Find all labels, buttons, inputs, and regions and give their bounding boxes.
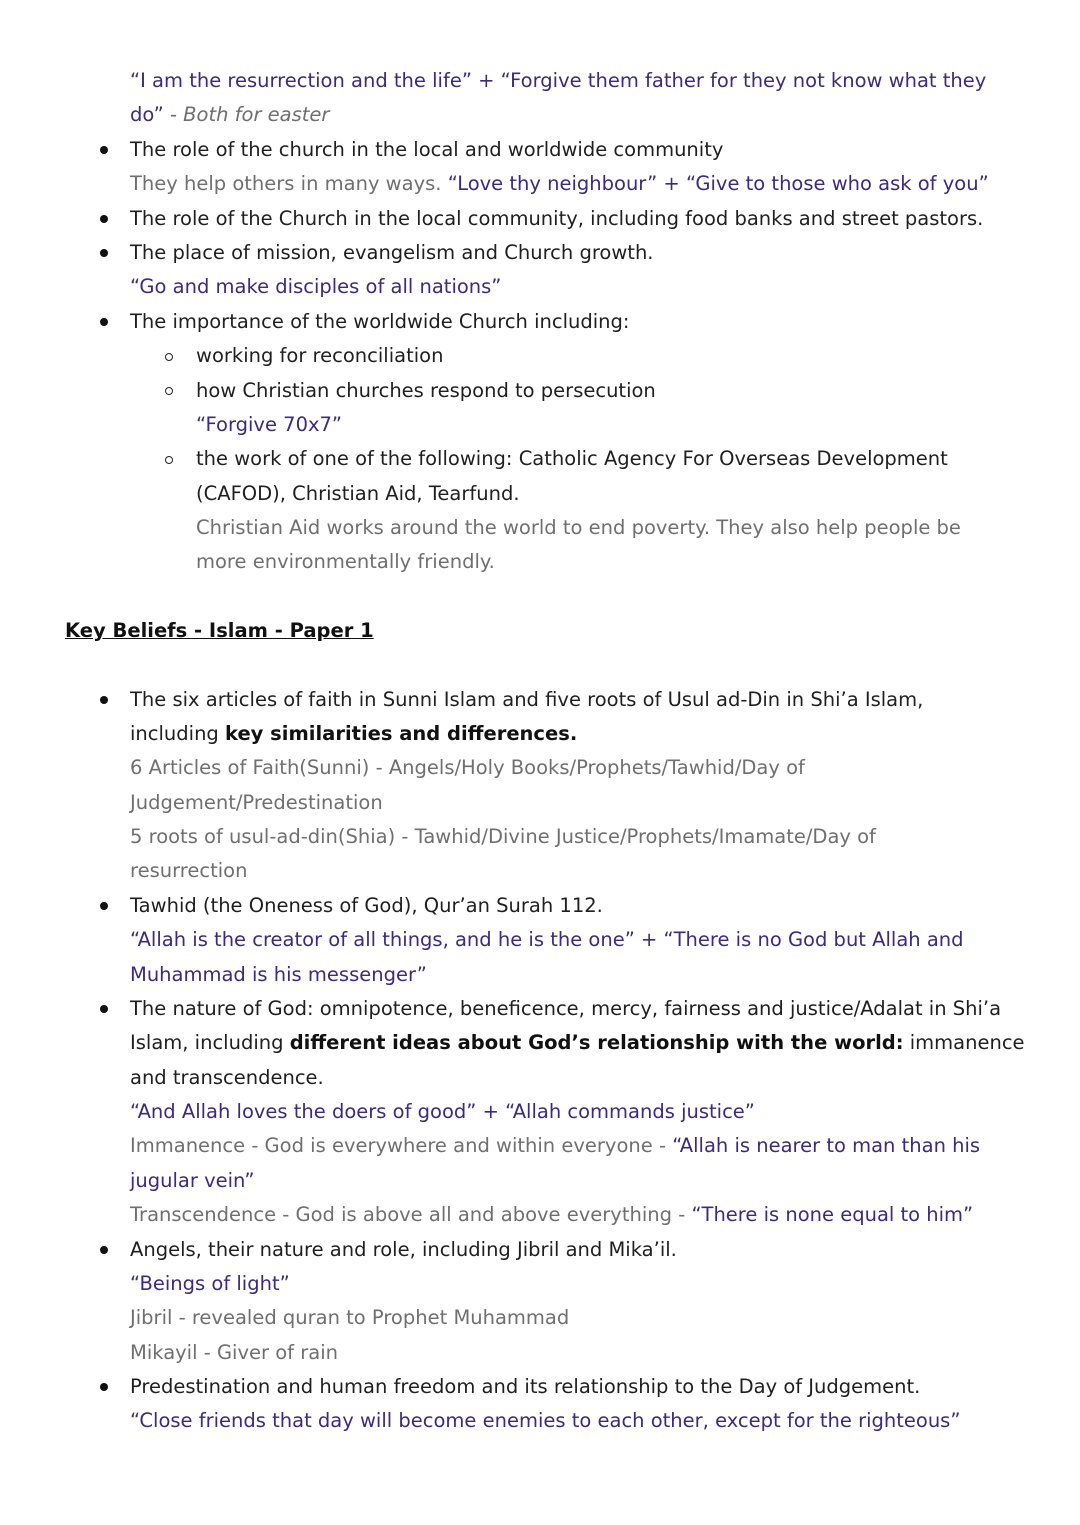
bullet [100,902,108,910]
bullet [100,1246,108,1254]
allah-quote: “And Allah loves the doers of good” + “Allah commands justice” [130,1100,755,1123]
forgive-quote: “Forgive 70x7” [196,413,343,436]
help-quote: “Love thy neighbour” + “Give to those who ask of you” [447,172,989,195]
help-note: They help others in many ways. [130,172,448,195]
sub-charity-line2: (CAFOD), Christian Aid, Tearfund. [196,482,520,505]
transcendence-line [130,1202,973,1228]
church-role-local: The role of the Church in the local community, including food banks and street pastors. [130,207,984,230]
sunni-line1: 6 Articles of Faith(Sunni) - Angels/Holy Books/Prophets/Tawhid/Day of [130,756,805,779]
immanence-line1 [130,1133,980,1159]
predestination-item: Predestination and human freedom and its relationship to the Day of Judgement. [130,1375,921,1398]
six-articles-line1: The six articles of faith in Sunni Islam and five roots of Usul ad-Din in Shi’a Islam, [130,688,924,711]
bullet [100,146,108,154]
tawhid-quote-line2: Muhammad is his messenger” [130,963,427,986]
mission-quote: “Go and make disciples of all nations” [130,275,502,298]
sub-reconciliation: working for reconciliation [196,344,444,367]
section-heading: Key Beliefs - Islam - Paper 1 [65,619,374,642]
tawhid-item: Tawhid (the Oneness of God), Qur’an Surah 112. [130,894,603,917]
mission-item: The place of mission, evangelism and Church growth. [130,241,654,264]
predestination-quote: “Close friends that day will become enemies to each other, except for the righteous” [130,1409,961,1432]
bullet [100,249,108,257]
jibril-note: Jibril - revealed quran to Prophet Muhammad [130,1306,570,1329]
bullet [100,215,108,223]
bullet [100,696,108,704]
sub-bullet [165,456,173,464]
christian-aid-line2: more environmentally friendly. [196,550,495,573]
christian-aid-line1: Christian Aid works around the world to end poverty. They also help people be [196,516,961,539]
resurrection-quote: “I am the resurrection and the life” + “Forgive them father for they not know what they [130,69,987,92]
help-line [130,171,989,197]
sunni-line2: Judgement/Predestination [130,791,383,814]
bullet [100,318,108,326]
six-articles-bold: key similarities and differences. [225,722,578,745]
worldwide-church-item: The importance of the worldwide Church including: [130,310,630,333]
sub-charity-line1: the work of one of the following: Catholic Agency For Overseas Development [196,447,948,470]
transcendence-quote: “There is none equal to him” [691,1203,974,1226]
easter-line [130,102,329,128]
nature-suffix: immanence [903,1031,1025,1054]
sub-bullet [165,387,173,395]
sub-bullet [165,353,173,361]
sub-persecution: how Christian churches respond to persecution [196,379,656,402]
nature-line2 [130,1030,1025,1056]
immanence-quote: “Allah is nearer to man than his [672,1134,981,1157]
shia-line2: resurrection [130,859,248,882]
nature-prefix: Islam, including [130,1031,290,1054]
six-articles-line2 [130,721,577,747]
angels-quote: “Beings of light” [130,1272,290,1295]
bullet [100,1005,108,1013]
shia-line1: 5 roots of usul-ad-din(Shia) - Tawhid/Divine Justice/Prophets/Imamate/Day of [130,825,876,848]
mikayil-note: Mikayil - Giver of rain [130,1341,338,1364]
angels-item: Angels, their nature and role, including Jibril and Mika’il. [130,1238,677,1261]
nature-line1: The nature of God: omnipotence, beneficence, mercy, fairness and justice/Adalat in Shi’a [130,997,1002,1020]
immanence-quote-line2: jugular vein” [130,1169,255,1192]
tawhid-quote-line1: “Allah is the creator of all things, and he is the one” + “There is no God but Allah and [130,928,964,951]
church-role-community: The role of the church in the local and worldwide community [130,138,724,161]
bullet [100,1383,108,1391]
transcendence-text: Transcendence - God is above all and above everything - [130,1203,692,1226]
resurrection-quote-end: do” [130,103,164,126]
easter-note: - Both for easter [163,103,330,126]
six-articles-prefix: including [130,722,226,745]
nature-line3: and transcendence. [130,1066,324,1089]
immanence-text: Immanence - God is everywhere and within everyone - [130,1134,673,1157]
nature-bold: different ideas about God’s relationship with the world: [289,1031,904,1054]
